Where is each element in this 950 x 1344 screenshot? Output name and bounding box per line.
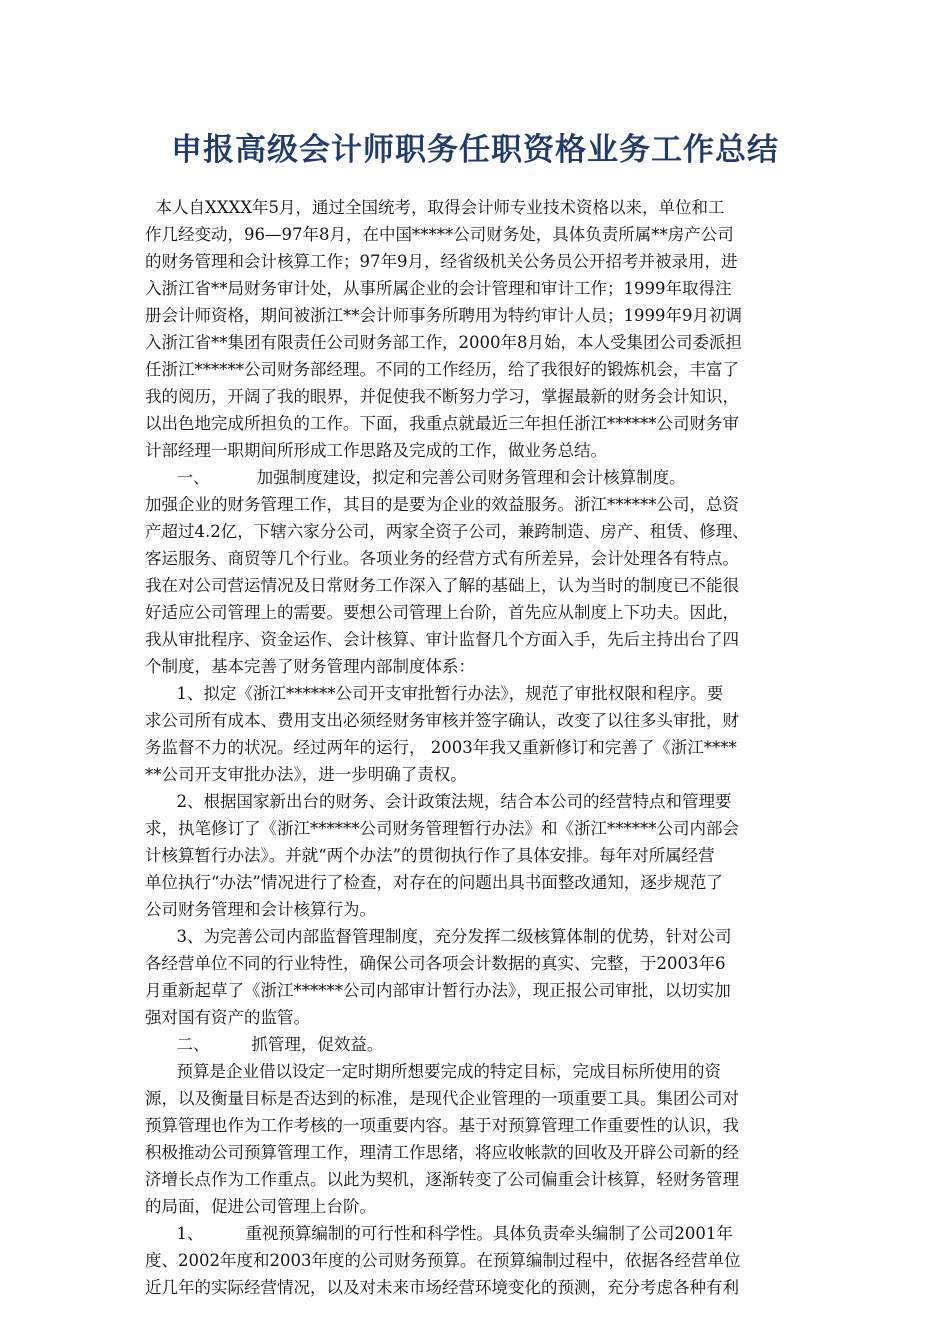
body-line: 册会计师资格，期间被浙江**会计师事务所聘用为特约审计人员；1999年9月初调	[145, 306, 742, 325]
body-line: 作几经变动，96—97年8月，在中国*****公司财务处，具体负责所属**房产公司	[145, 225, 734, 244]
body-line: 个制度，基本完善了财务管理内部制度体系：	[145, 657, 475, 676]
body-line: 本人自XXXX年5月，通过全国统考，取得会计师专业技术资格以来，单位和工	[145, 198, 725, 217]
body-line: 单位执行“办法”情况进行了检查，对存在的问题出具书面整改通知，逐步规范了	[145, 873, 723, 892]
body-line: 客运服务、商贸等几个行业。各项业务的经营方式有所差异，会计处理各有特点。	[145, 549, 739, 568]
body-line: 加强企业的财务管理工作，其目的是要为企业的效益服务。浙江******公司，总资	[145, 495, 739, 514]
body-line: 我在对公司营运情况及日常财务工作深入了解的基础上，认为当时的制度已不能很	[145, 576, 739, 595]
body-line: 我的阅历，开阔了我的眼界，并促使我不断努力学习，掌握最新的财务会计知识，	[145, 387, 739, 406]
body-line: 好适应公司管理上的需要。要想公司管理上台阶，首先应从制度上下功夫。因此，	[145, 603, 739, 622]
body-line: 积极推动公司预算管理工作，理清工作思绪，将应收帐款的回收及开辟公司新的经	[145, 1143, 739, 1162]
body-line: 产超过4.2亿，下辖六家分公司，两家全资子公司，兼跨制造、房产、租赁、修理、	[145, 522, 749, 541]
body-line: 二、 抓管理，促效益。	[145, 1035, 384, 1054]
body-line: 计核算暂行办法》。并就“两个办法”的贯彻执行作了具体安排。每年对所属经营	[145, 846, 715, 865]
body-line: 源，以及衡量目标是否达到的标准，是现代企业管理的一项重要工具。集团公司对	[145, 1089, 739, 1108]
body-line: 各经营单位不同的行业特性，确保公司各项会计数据的真实、完整，于2003年6	[145, 954, 726, 973]
body-line: **公司开支审批办法》，进一步明确了责权。	[145, 765, 467, 784]
body-line: 预算管理也作为工作考核的一项重要内容。基于对预算管理工作重要性的认识，我	[145, 1116, 739, 1135]
body-line: 强对国有资产的监管。	[145, 1008, 310, 1027]
body-line: 1、拟定《浙江******公司开支审批暂行办法》，规范了审批权限和程序。要	[145, 684, 724, 703]
body-line: 计部经理一职期间所形成工作思路及完成的工作，做业务总结。	[145, 441, 607, 460]
body-line: 2、根据国家新出台的财务、会计政策法规，结合本公司的经营特点和管理要	[145, 792, 732, 811]
body-line: 我从审批程序、资金运作、会计核算、审计监督几个方面入手，先后主持出台了四	[145, 630, 739, 649]
body-line: 一、 加强制度建设，拟定和完善公司财务管理和会计核算制度。	[145, 468, 686, 487]
body-line: 入浙江省**局财务审计处，从事所属企业的会计管理和审计工作；1999年取得注	[145, 279, 732, 298]
body-line: 3、为完善公司内部监督管理制度，充分发挥二级核算体制的优势，针对公司	[145, 927, 732, 946]
body-line: 近几年的实际经营情况，以及对未来市场经营环境变化的预测，充分考虑各种有利	[145, 1278, 739, 1297]
body-line: 以出色地完成所担负的工作。下面，我重点就最近三年担任浙江******公司财务审	[145, 414, 739, 433]
body-line: 预算是企业借以设定一定时期所想要完成的特定目标，完成目标所使用的资	[145, 1062, 721, 1081]
body-line: 任浙江******公司财务部经理。不同的工作经历，给了我很好的锻炼机会，丰富了	[145, 360, 739, 379]
body-line: 1、 重视预算编制的可行性和科学性。具体负责牵头编制了公司2001年	[145, 1224, 733, 1243]
body-line: 求，执笔修订了《浙江******公司财务管理暂行办法》和《浙江******公司内部会	[145, 819, 739, 838]
body-line: 济增长点作为工作重点。以此为契机，逐渐转变了公司偏重会计核算，轻财务管理	[145, 1170, 739, 1189]
body-line: 公司财务管理和会计核算行为。	[145, 900, 376, 919]
body-line: 入浙江省**集团有限责任公司财务部工作，2000年8月始，本人受集团公司委派担	[145, 333, 742, 352]
body-line: 月重新起草了《浙江******公司内部审计暂行办法》，现正报公司审批，以切实加	[145, 981, 731, 1000]
document-body	[145, 194, 815, 1301]
body-line: 的财务管理和会计核算工作；97年9月，经省级机关公务员公开招考并被录用，进	[145, 252, 738, 271]
body-line: 求公司所有成本、费用支出必须经财务审核并签字确认，改变了以往多头审批，财	[145, 711, 739, 730]
body-line: 务监督不力的状况。经过两年的运行， 2003年我又重新修订和完善了《浙江****	[145, 738, 737, 757]
document-title: 申报高级会计师职务任职资格业务工作总结	[171, 132, 779, 168]
body-line: 度、2002年度和2003年度的公司财务预算。在预算编制过程中，依据各经营单位	[145, 1251, 741, 1270]
body-line: 的局面，促进公司管理上台阶。	[145, 1197, 376, 1216]
